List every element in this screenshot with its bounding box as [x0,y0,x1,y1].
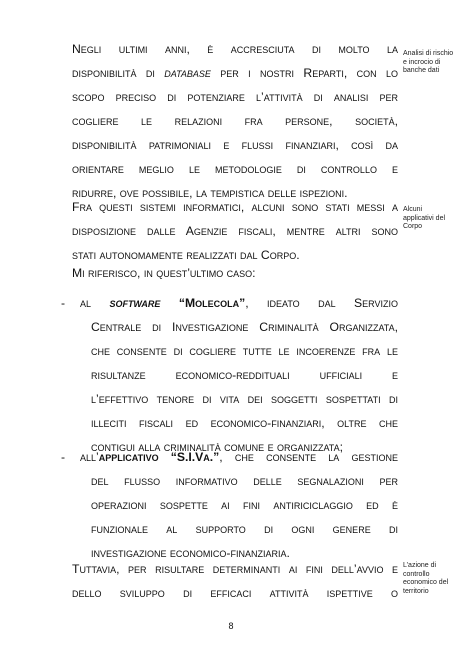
bullet-line: l’effettivo tenore di vita dei soggetti sospettati di [91,392,398,406]
paragraph-line: stati autonomamente realizzati dal Corpo. [72,248,300,262]
bullet-line: Centrale di Investigazione Criminalità Organizzata, [91,320,398,334]
bullet-line: contigui alla criminalità comune e organizzata; [91,440,344,454]
margin-note: Alcuni applicativi del Corpo [403,206,446,230]
paragraph-line: Fra questi sistemi informatici, alcuni sono stati messi a [72,200,398,214]
paragraph-line: cogliere le relazioni fra persone, società, [72,114,398,128]
paragraph-line: scopo preciso di potenziare l’attività di analisi per [72,90,398,104]
paragraph-line: dello sviluppo di efficaci attività ispettive o [72,586,398,600]
paragraph-line: disponibilità patrimoniali e flussi finanziari, così da [72,138,398,152]
paragraph-line: disponibilità di database per i nostri Reparti, con lo [72,66,398,80]
paragraph-line: ridurre, ove possibile, la tempistica delle ispezioni. [72,186,348,200]
bullet-line: funzionale al supporto di ogni genere di [91,522,398,536]
paragraph-line: Tuttavia, per risultare determinanti ai fini dell’avvio e [72,562,398,576]
bullet-first-line: al software “Molecola”, ideato dal Servizio [80,296,398,310]
page-number: 8 [228,621,234,631]
margin-note: Analisi di rischio e incrocio di banche dati [403,50,454,74]
bullet-line: operazioni sospette ai fini antiriciclaggio ed è [91,498,398,512]
bullet-line: risultanze economico-reddituali ufficiali e [91,368,398,382]
bullet-line: investigazione economico-finanziaria. [91,546,290,560]
paragraph-line: orientare meglio le metodologie di controllo e [72,162,398,176]
paragraph-line: Mi riferisco, in quest’ultimo caso: [72,266,256,280]
bullet-line: illeciti fiscali ed economico-finanziari, oltre che [91,416,398,430]
bullet-line: che consente di cogliere tutte le incoerenze fra le [91,344,398,358]
bullet-line: del flusso informativo delle segnalazioni per [91,474,398,488]
bullet-first-line: all’applicativo “S.I.Va.”, che consente la gestione [80,450,398,464]
bullet-dash: - [61,296,66,310]
margin-note: L’azione di controllo economico del territorio [403,562,449,595]
paragraph-line: disposizione dalle Agenzie fiscali, mentre altri sono [72,224,398,238]
paragraph-line: Negli ultimi anni, è accresciuta di molto la [72,42,398,56]
bullet-dash: - [61,450,66,464]
